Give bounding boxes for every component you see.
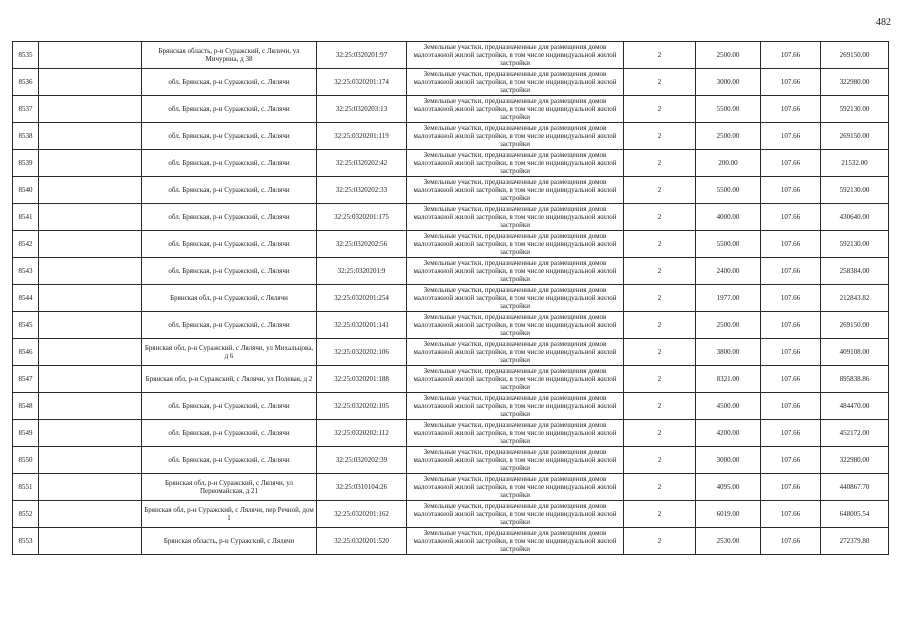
area-cell: 4500.00 [696,393,761,420]
land-use-description-cell: Земельные участки, предназначенные для размещения домов малоэтажной жилой застройки, в том числе индивидуальной жилой застройки [407,285,624,312]
area-cell: 3000.00 [696,69,761,96]
row-number: 8536 [13,69,39,96]
specific-value-cell: 107.66 [761,420,821,447]
cadastral-number-cell: 32:25:0320201:9 [317,258,407,285]
land-use-description-cell: Земельные участки, предназначенные для размещения домов малоэтажной жилой застройки, в том числе индивидуальной жилой застройки [407,42,624,69]
address-cell: Брянская обл, р-н Суражский, с Лялячи, ул Полевая, д 2 [142,366,317,393]
table-row [13,528,889,555]
table-row [13,474,889,501]
row-number: 8547 [13,366,39,393]
address-cell: Брянская область, р-н Суражский, с Лялячи [142,528,317,555]
table-row [13,420,889,447]
group-cell: 2 [624,285,696,312]
table-row [13,42,889,69]
blank-cell [39,501,142,528]
row-number: 8551 [13,474,39,501]
cadastral-number-cell: 32:25:0320202:33 [317,177,407,204]
row-number: 8537 [13,96,39,123]
specific-value-cell: 107.66 [761,42,821,69]
address-cell: Брянская обл, р-н Суражский, с Лялячи, пер Речной, дом 1 [142,501,317,528]
cadastral-number-cell: 32:25:0320201:97 [317,42,407,69]
row-number: 8553 [13,528,39,555]
specific-value-cell: 107.66 [761,204,821,231]
blank-cell [39,42,142,69]
land-use-description-cell: Земельные участки, предназначенные для размещения домов малоэтажной жилой застройки, в том числе индивидуальной жилой застройки [407,69,624,96]
cadastral-value-cell: 484470.00 [821,393,889,420]
row-number: 8552 [13,501,39,528]
land-use-description-cell: Земельные участки, предназначенные для размещения домов малоэтажной жилой застройки, в том числе индивидуальной жилой застройки [407,312,624,339]
row-number: 8542 [13,231,39,258]
land-use-description-cell: Земельные участки, предназначенные для размещения домов малоэтажной жилой застройки, в том числе индивидуальной жилой застройки [407,528,624,555]
area-cell: 5500.00 [696,231,761,258]
specific-value-cell: 107.66 [761,231,821,258]
cadastral-number-cell: 32:25:0320203:13 [317,96,407,123]
cadastral-value-cell: 272379.80 [821,528,889,555]
group-cell: 2 [624,312,696,339]
cadastral-value-cell: 440867.70 [821,474,889,501]
specific-value-cell: 107.66 [761,69,821,96]
area-cell: 2500.00 [696,42,761,69]
address-cell: обл. Брянская, р-н Суражский, с. Лялячи [142,96,317,123]
group-cell: 2 [624,258,696,285]
row-number: 8549 [13,420,39,447]
specific-value-cell: 107.66 [761,258,821,285]
group-cell: 2 [624,366,696,393]
table-row [13,123,889,150]
land-use-description-cell: Земельные участки, предназначенные для размещения домов малоэтажной жилой застройки, в том числе индивидуальной жилой застройки [407,366,624,393]
blank-cell [39,150,142,177]
blank-cell [39,339,142,366]
row-number: 8540 [13,177,39,204]
row-number: 8548 [13,393,39,420]
group-cell: 2 [624,420,696,447]
land-use-description-cell: Земельные участки, предназначенные для размещения домов малоэтажной жилой застройки, в том числе индивидуальной жилой застройки [407,123,624,150]
specific-value-cell: 107.66 [761,285,821,312]
blank-cell [39,231,142,258]
land-use-description-cell: Земельные участки, предназначенные для размещения домов малоэтажной жилой застройки, в том числе индивидуальной жилой застройки [407,447,624,474]
blank-cell [39,366,142,393]
group-cell: 2 [624,447,696,474]
group-cell: 2 [624,231,696,258]
table-row [13,150,889,177]
address-cell: обл. Брянская, р-н Суражский, с. Лялячи [142,447,317,474]
area-cell: 3800.00 [696,339,761,366]
specific-value-cell: 107.66 [761,96,821,123]
blank-cell [39,123,142,150]
blank-cell [39,393,142,420]
area-cell: 6019.00 [696,501,761,528]
table-row [13,339,889,366]
table-row [13,501,889,528]
cadastral-number-cell: 32:25:0320202:112 [317,420,407,447]
land-use-description-cell: Земельные участки, предназначенные для размещения домов малоэтажной жилой застройки, в том числе индивидуальной жилой застройки [407,204,624,231]
row-number: 8545 [13,312,39,339]
cadastral-number-cell: 32:25:0320201:188 [317,366,407,393]
address-cell: Брянская область, р-н Суражский, с Ляличи, ул Мичурина, д 38 [142,42,317,69]
blank-cell [39,69,142,96]
land-use-description-cell: Земельные участки, предназначенные для размещения домов малоэтажной жилой застройки, в том числе индивидуальной жилой застройки [407,393,624,420]
area-cell: 2530.00 [696,528,761,555]
cadastral-value-cell: 269150.00 [821,123,889,150]
cadastral-number-cell: 32:25:0320201:254 [317,285,407,312]
page-number: 482 [876,17,891,28]
area-cell: 1977.00 [696,285,761,312]
group-cell: 2 [624,69,696,96]
address-cell: обл. Брянская, р-н Суражский, с. Лялячи [142,420,317,447]
blank-cell [39,258,142,285]
specific-value-cell: 107.66 [761,150,821,177]
table-row [13,366,889,393]
land-use-description-cell: Земельные участки, предназначенные для размещения домов малоэтажной жилой застройки, в том числе индивидуальной жилой застройки [407,339,624,366]
specific-value-cell: 107.66 [761,312,821,339]
blank-cell [39,96,142,123]
cadastral-value-cell: 269150.00 [821,42,889,69]
address-cell: Брянская обл, р-н Суражский, с Лялячи, ул Первомайская, д 21 [142,474,317,501]
group-cell: 2 [624,150,696,177]
blank-cell [39,447,142,474]
cadastral-value-cell: 258384.00 [821,258,889,285]
area-cell: 8321.00 [696,366,761,393]
cadastral-number-cell: 32:25:0320201:174 [317,69,407,96]
table-row [13,285,889,312]
area-cell: 4200.00 [696,420,761,447]
specific-value-cell: 107.66 [761,393,821,420]
area-cell: 2500.00 [696,312,761,339]
blank-cell [39,204,142,231]
land-use-description-cell: Земельные участки, предназначенные для размещения домов малоэтажной жилой застройки, в том числе индивидуальной жилой застройки [407,96,624,123]
area-cell: 4095.00 [696,474,761,501]
group-cell: 2 [624,528,696,555]
table-body [13,42,889,555]
address-cell: обл. Брянская, р-н Суражский, с. Лялячи [142,150,317,177]
cadastral-value-cell: 322980.00 [821,447,889,474]
table-row [13,312,889,339]
area-cell: 3000.00 [696,447,761,474]
area-cell: 2400.00 [696,258,761,285]
cadastral-value-cell: 269150.00 [821,312,889,339]
cadastral-value-cell: 592130.00 [821,177,889,204]
cadastral-number-cell: 32:25:0320201:175 [317,204,407,231]
table-row [13,393,889,420]
row-number: 8543 [13,258,39,285]
cadastral-value-cell: 592130.00 [821,96,889,123]
row-number: 8541 [13,204,39,231]
land-use-description-cell: Земельные участки, предназначенные для размещения домов малоэтажной жилой застройки, в том числе индивидуальной жилой застройки [407,420,624,447]
cadastral-number-cell: 32:25:0310104:26 [317,474,407,501]
group-cell: 2 [624,123,696,150]
cadastral-number-cell: 32:25:0320202:105 [317,393,407,420]
cadastral-value-cell: 895838.86 [821,366,889,393]
specific-value-cell: 107.66 [761,501,821,528]
group-cell: 2 [624,204,696,231]
land-use-description-cell: Земельные участки, предназначенные для размещения домов малоэтажной жилой застройки, в том числе индивидуальной жилой застройки [407,231,624,258]
table-row [13,177,889,204]
address-cell: обл. Брянская, р-н Суражский, с. Лялячи [142,69,317,96]
area-cell: 200.00 [696,150,761,177]
cadastral-number-cell: 32:25:0320202:39 [317,447,407,474]
group-cell: 2 [624,501,696,528]
specific-value-cell: 107.66 [761,474,821,501]
specific-value-cell: 107.66 [761,366,821,393]
cadastral-value-cell: 21532.00 [821,150,889,177]
land-use-description-cell: Земельные участки, предназначенные для размещения домов малоэтажной жилой застройки, в том числе индивидуальной жилой застройки [407,501,624,528]
area-cell: 2500.00 [696,123,761,150]
land-use-description-cell: Земельные участки, предназначенные для размещения домов малоэтажной жилой застройки, в том числе индивидуальной жилой застройки [407,177,624,204]
group-cell: 2 [624,96,696,123]
cadastral-value-cell: 592130.00 [821,231,889,258]
blank-cell [39,312,142,339]
address-cell: обл. Брянская, р-н Суражский, с. Лялячи [142,312,317,339]
row-number: 8550 [13,447,39,474]
cadastral-number-cell: 32:25:0320201:119 [317,123,407,150]
group-cell: 2 [624,474,696,501]
group-cell: 2 [624,339,696,366]
specific-value-cell: 107.66 [761,339,821,366]
table-row [13,447,889,474]
land-use-description-cell: Земельные участки, предназначенные для размещения домов малоэтажной жилой застройки, в том числе индивидуальной жилой застройки [407,258,624,285]
cadastral-value-cell: 322980.00 [821,69,889,96]
area-cell: 4000.00 [696,204,761,231]
cadastral-number-cell: 32:25:0320201:141 [317,312,407,339]
specific-value-cell: 107.66 [761,123,821,150]
area-cell: 5500.00 [696,177,761,204]
cadastral-value-cell: 212843.82 [821,285,889,312]
address-cell: обл. Брянская, р-н Суражский, с. Лялячи [142,231,317,258]
cadastral-value-cell: 430640.00 [821,204,889,231]
address-cell: Брянская обл, р-н Суражский, с Лялячи [142,285,317,312]
cadastral-value-cell: 648005.54 [821,501,889,528]
specific-value-cell: 107.66 [761,177,821,204]
row-number: 8544 [13,285,39,312]
table-row [13,204,889,231]
cadastral-number-cell: 32:25:0320201:162 [317,501,407,528]
row-number: 8538 [13,123,39,150]
row-number: 8539 [13,150,39,177]
cadastral-number-cell: 32:25:0320202:42 [317,150,407,177]
table-row [13,69,889,96]
cadastral-number-cell: 32:25:0320201:520 [317,528,407,555]
cadastral-number-cell: 32:25:0320202:106 [317,339,407,366]
land-use-description-cell: Земельные участки, предназначенные для размещения домов малоэтажной жилой застройки, в том числе индивидуальной жилой застройки [407,474,624,501]
blank-cell [39,420,142,447]
group-cell: 2 [624,393,696,420]
area-cell: 5500.00 [696,96,761,123]
specific-value-cell: 107.66 [761,447,821,474]
address-cell: обл. Брянская, р-н Суражский, с. Лялячи [142,123,317,150]
blank-cell [39,177,142,204]
blank-cell [39,528,142,555]
row-number: 8535 [13,42,39,69]
blank-cell [39,285,142,312]
blank-cell [39,474,142,501]
group-cell: 2 [624,177,696,204]
address-cell: обл. Брянская, р-н Суражский, с. Лялячи [142,258,317,285]
cadastral-number-cell: 32:25:0320202:56 [317,231,407,258]
address-cell: Брянская обл, р-н Суражский, с Лялячи, ул Михальцова, д 6 [142,339,317,366]
cadastral-value-table [12,41,889,555]
address-cell: обл. Брянская, р-н Суражский, с. Лялячи [142,204,317,231]
address-cell: обл. Брянская, р-н Суражский, с. Лялячи [142,177,317,204]
row-number: 8546 [13,339,39,366]
table-row [13,96,889,123]
land-use-description-cell: Земельные участки, предназначенные для размещения домов малоэтажной жилой застройки, в том числе индивидуальной жилой застройки [407,150,624,177]
cadastral-value-cell: 409108.00 [821,339,889,366]
table-row [13,231,889,258]
address-cell: обл. Брянская, р-н Суражский, с. Лялячи [142,393,317,420]
cadastral-value-cell: 452172.00 [821,420,889,447]
table-row [13,258,889,285]
specific-value-cell: 107.66 [761,528,821,555]
group-cell: 2 [624,42,696,69]
